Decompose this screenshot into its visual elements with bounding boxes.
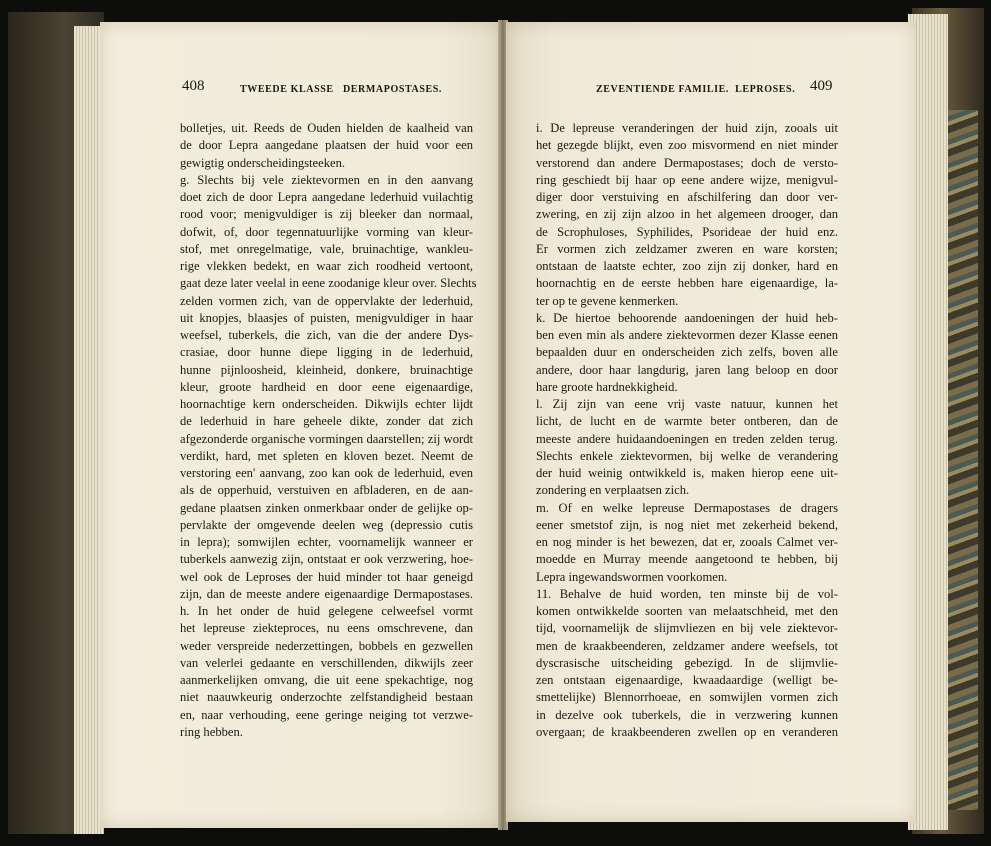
text-line: niet naauwkeurig onderzochte zelfstandigheid bestaan <box>180 690 473 705</box>
text-line: in dezelve ook tuberkels, die in verzwering kunnen <box>536 707 838 722</box>
text-line: komen ontwikkelde soorten van melaatschheid, met den <box>536 604 838 618</box>
page-number-left: 408 <box>182 78 205 94</box>
running-head-left: TWEEDE KLASSE DERMAPOSTASES. <box>240 84 443 95</box>
text-line: zen ontstaan eigenaardige, kwaadaardige (welligt be- <box>536 673 838 687</box>
text-line: i. De lepreuse veranderingen der huid zijn, zooals uit <box>536 121 838 135</box>
text-line: weefsel, tuberkels, die zich, van die der andere Dys- <box>180 328 473 342</box>
text-line: h. In het onder de huid gelegene celweefsel vormt <box>180 604 473 618</box>
text-line: ben even min als andere ziektevormen dezer Klasse eenen <box>536 328 838 342</box>
text-line: en, naar verhouding, eene geringe neiging tot verzwe- <box>180 707 473 722</box>
text-line: in lepra); somwijlen echter, voornamelijk wanneer er <box>180 535 473 549</box>
text-line: zijn, dan de meeste andere eigenaardige Dermapostases. <box>180 586 473 601</box>
text-line: zondering en verplaatsen zich. <box>536 483 690 498</box>
text-line: kleur, groote hardheid en door eene eigenaardige, <box>180 379 473 394</box>
text-line: pervlakte der omgevende deelen weg (depressio cutis <box>180 517 473 532</box>
text-line: overgaan; de kraakbeenderen zwellen op en veranderen <box>536 724 838 739</box>
text-line: hare groote hardnekkigheid. <box>536 379 678 394</box>
text-line: ter op te gevene kenmerken. <box>536 293 679 308</box>
text-line: ontstaan de laatste echter, zoo zijn zij donker, hard en <box>536 259 838 273</box>
text-line: k. De hiertoe behoorende aandoeningen der huid heb- <box>536 310 838 325</box>
text-line: als de opperhuid, verstuiven en afbladeren, en de aan- <box>180 483 473 498</box>
text-line: dyscrasische uitscheiding gebezigd. In de slijmvlie- <box>536 655 838 670</box>
text-line: hunne pijnloosheid, kleinheid, donkere, bruinachtige <box>180 362 473 377</box>
text-line: l. Zij zijn van eene vrij vaste natuur, kunnen het <box>536 397 838 411</box>
text-line: ring hebben. <box>180 724 243 739</box>
text-line: moedde en Murray meende aangetoond te hebben, bij <box>536 552 838 567</box>
text-line: rood voor; menigvuldiger is zij bleeker dan normaal, <box>180 207 473 222</box>
text-line: de lederhuid in hare geheele dikte, zonder dat zich <box>180 414 473 429</box>
text-line: meeste andere huidaandoeningen en treden zelden terug. <box>536 431 838 446</box>
text-line: wel ook de Leproses der huid minder tot haar geneigd <box>180 569 473 584</box>
text-line: ring geschiedt bij haar op eene andere wijze, menigvul- <box>536 172 838 187</box>
text-line: doet zich de door Lepra aangedane lederhuid vuilachtig <box>180 190 473 204</box>
text-line: men de kraakbeenderen, zeldzamer andere weefsels, tot <box>536 638 838 653</box>
text-line: andere, door haar langdurig, jaren lang beloop en door <box>536 362 838 377</box>
text-line: de door Lepra aangedane plaatsen der huid voor een <box>180 138 473 153</box>
text-line: verstoring een' aanvang, zoo kan ook de lederhuid, even <box>180 466 473 480</box>
text-line: eener smetstof zijn, is nog niet met zekerheid bekend, <box>536 517 838 532</box>
text-line: en nog minder is het bewezen, dat er, zooals Calmet ver- <box>536 535 838 549</box>
text-line: stof, met onregelmatige, vale, bruinachtige, wankleu- <box>180 241 473 256</box>
text-line: aanmerkelijken omvang, die uit eene spekachtige, nog <box>180 673 473 687</box>
right-page <box>506 22 916 822</box>
text-line: der huid weinig ontwikkeld is, maken hierop eene uit- <box>536 466 838 480</box>
marbled-endpaper <box>948 110 978 810</box>
text-line: Slechts enkele ziektevormen, bij welke de verandering <box>536 448 838 463</box>
text-line: g. Slechts bij vele ziektevormen en in den aanvang <box>180 172 473 187</box>
text-line: het gezegde blijkt, even zoo misvormend en niet minder <box>536 138 838 153</box>
text-line: crasiae, door hunne diepe ligging in de lederhuid, <box>180 345 473 360</box>
page-number-right: 409 <box>810 78 833 94</box>
text-line: bepaalden duur en onderscheiden zich zelfs, boven alle <box>536 345 838 360</box>
text-line: het lepreuse ziekteproces, nu eens omschrevene, dan <box>180 621 473 636</box>
right-page-text <box>536 120 838 741</box>
text-line: zwering, en zij zijn alzoo in het algemeen drooger, dan <box>536 207 838 222</box>
text-line: weder verspreide nederzettingen, bobbels en gezwellen <box>180 638 473 653</box>
text-line: dofwit, of, door tegennatuurlijke vorming van kleur- <box>180 224 473 239</box>
text-line: verdikt, hard, met spleten en kloven bezet. Neemt de <box>180 448 473 463</box>
text-line: de Scrophuloses, Syphilides, Psorideae der huid enz. <box>536 224 838 239</box>
text-line: gewigtig onderscheidingsteeken. <box>180 155 346 170</box>
text-line: diger door verstuiving en afschilfering dan door ver- <box>536 190 838 204</box>
text-line: rige vlekken bedekt, en waar zich roodheid vertoont, <box>180 259 473 273</box>
text-line: hoornachtige kern onderscheiden. Dikwijls echter lijdt <box>180 397 473 411</box>
text-line: 11. Behalve de huid worden, ten minste bij de vol- <box>536 586 838 601</box>
text-line: zelden vormen zich, van de oppervlakte der lederhuid, <box>180 293 473 308</box>
text-line: Lepra ingewandswormen voorkomen. <box>536 569 728 584</box>
text-line: Er vormen zich zeldzamer zweren en ware korsten; <box>536 241 838 256</box>
text-line: tuberkels aanwezig zijn, ontstaat er ook verzwering, hoe- <box>180 552 473 567</box>
text-line: licht, de lucht en de warmte beter ontberen, dan de <box>536 414 838 429</box>
text-line: gedane plaatsen zinken onmerkbaar onder de gelijke op- <box>180 500 473 515</box>
text-line: afgezonderde organische vormingen daarstellen; zij wordt <box>180 431 473 446</box>
left-page-text <box>180 120 477 741</box>
text-line: hoornachtig en de eerste hebben hare eigenaardige, la- <box>536 276 838 291</box>
text-line: smettelijke) Blennorrhoeae, en somwijlen vormen zich <box>536 690 838 705</box>
text-line: tijd, voornamelijk de slijmvliezen en bij vele ziektevor- <box>536 621 838 636</box>
text-line: uit knopjes, blaasjes of puisten, menigvuldiger in haar <box>180 310 473 325</box>
running-head-right: ZEVENTIENDE FAMILIE. LEPROSES. <box>596 84 796 95</box>
text-line: gaat deze later veelal in eene zoodanige kleur over. Slechts <box>180 276 477 291</box>
text-line: bolletjes, uit. Reeds de Ouden hielden de kaalheid van <box>180 121 473 135</box>
text-line: van velerlei gedaante en verschillenden, dikwijls zeer <box>180 655 473 670</box>
left-page <box>100 22 500 828</box>
text-line: verstorend dan andere Dermapostases; doch de versto- <box>536 155 838 170</box>
text-line: m. Of en welke lepreuse Dermapostases de dragers <box>536 500 838 515</box>
